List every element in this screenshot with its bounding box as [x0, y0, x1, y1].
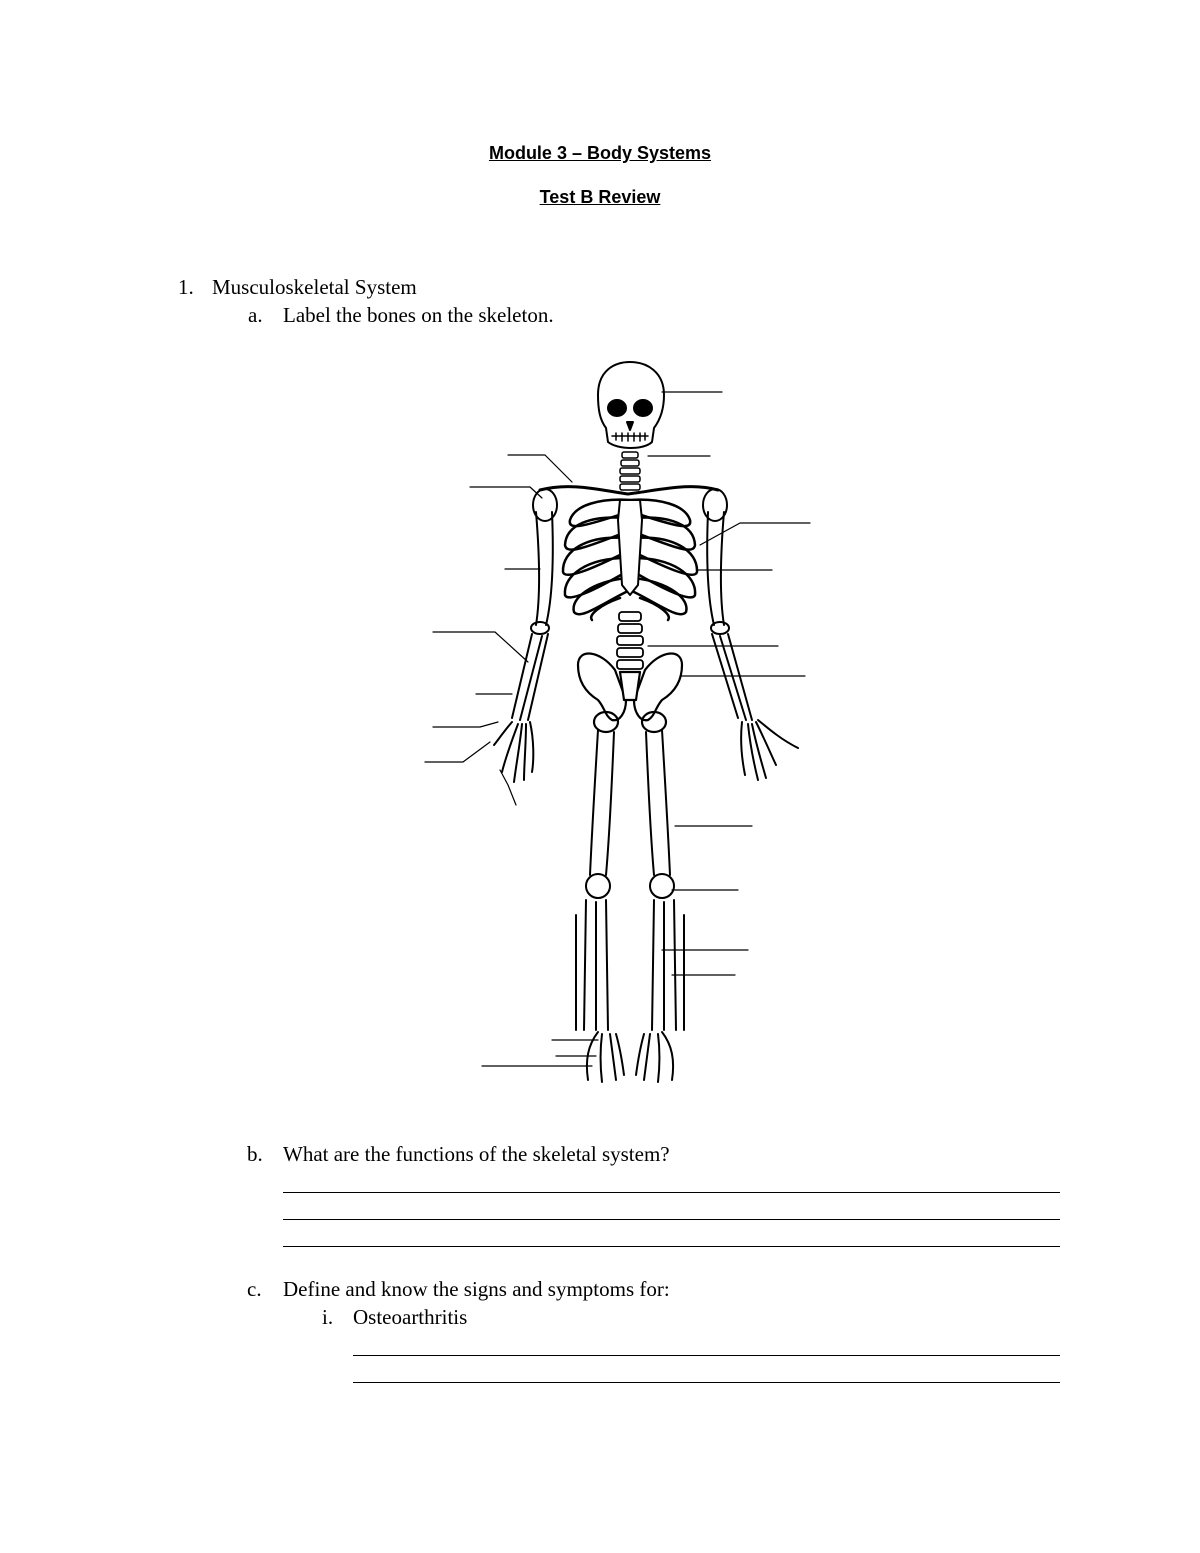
answer-line[interactable] — [353, 1355, 1060, 1356]
page-subtitle: Test B Review — [539, 187, 661, 207]
item-c-text: Define and know the signs and symptoms for: — [283, 1277, 670, 1301]
item-a-marker: a. — [248, 303, 263, 327]
skeleton-diagram — [410, 355, 820, 1095]
item-b-marker: b. — [247, 1142, 263, 1166]
answer-line[interactable] — [353, 1382, 1060, 1383]
question-number: 1. — [178, 275, 194, 299]
page-title: Module 3 – Body Systems — [488, 143, 712, 163]
section-heading: Musculoskeletal System — [212, 275, 417, 299]
skull-icon — [598, 362, 664, 448]
item-b-text: What are the functions of the skeletal system? — [283, 1142, 670, 1166]
answer-line[interactable] — [283, 1246, 1060, 1247]
item-a-text: Label the bones on the skeleton. — [283, 303, 554, 327]
item-c-marker: c. — [247, 1277, 262, 1301]
answer-line[interactable] — [283, 1192, 1060, 1193]
item-c-sub-marker: i. — [322, 1305, 334, 1329]
item-c-sub-text: Osteoarthritis — [353, 1305, 468, 1329]
answer-line[interactable] — [283, 1219, 1060, 1220]
